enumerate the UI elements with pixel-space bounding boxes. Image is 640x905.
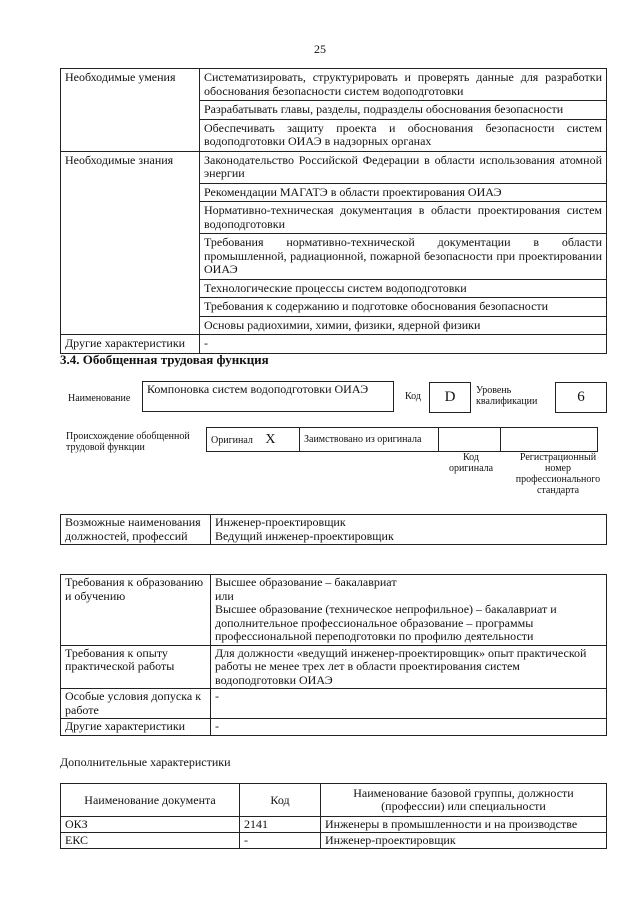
original-cell bbox=[207, 428, 300, 452]
borrowed-cell: Заимствовано из оригинала bbox=[300, 428, 439, 452]
origin-label: Происхождение обобщенной трудовой функции bbox=[66, 431, 190, 453]
level-value-box: 6 bbox=[555, 382, 607, 413]
origin-table bbox=[206, 427, 598, 452]
code-label: Код bbox=[405, 391, 421, 402]
position-item: Ведущий инженер-проектировщик bbox=[215, 528, 394, 543]
original-label: Оригинал bbox=[211, 434, 253, 446]
row-label: Требования к опыту практической работы bbox=[61, 645, 211, 689]
additional-title: Дополнительные характеристики bbox=[60, 755, 231, 769]
additional-table bbox=[60, 783, 607, 849]
function-name-box: Компоновка систем водоподготовки ОИАЭ bbox=[142, 381, 394, 412]
table-cell: Инженер-проектировщик bbox=[321, 833, 607, 849]
requirement-line: Высшее образование – бакалавриат bbox=[215, 575, 397, 589]
row-label: Другие характеристики bbox=[61, 719, 211, 736]
table-cell bbox=[211, 575, 607, 646]
table-row bbox=[61, 645, 607, 689]
table-cell: ОКЗ bbox=[61, 817, 240, 833]
column-header: Наименование базовой группы, должности (профессии) или специальности bbox=[321, 784, 607, 817]
code-value-box: D bbox=[429, 382, 471, 413]
row-label: Требования к образованию и обучению bbox=[61, 575, 211, 646]
table-cell: Разрабатывать главы, разделы, подразделы обоснования безопасности bbox=[200, 101, 607, 120]
table-cell: ЕКС bbox=[61, 833, 240, 849]
section-heading: 3.4. Обобщенная трудовая функция bbox=[60, 352, 269, 367]
positions-table bbox=[60, 514, 607, 545]
row-label: Необходимые знания bbox=[61, 151, 200, 335]
table-cell: Для должности «ведущий инженер-проектировщик» опыт практической работы не менее трех лет в области проектирования систем водоподготовки ОИАЭ bbox=[211, 645, 607, 689]
requirement-line: Высшее образование (техническое непрофильное) – бакалавриат и дополнительное профессиональное образование – программы профессиональной переподготовки по профилю деятельности bbox=[215, 602, 557, 643]
level-label: Уровень квалификации bbox=[476, 385, 538, 407]
table-row bbox=[61, 817, 607, 833]
position-item: Инженер-проектировщик bbox=[215, 515, 346, 529]
table-cell: - bbox=[200, 335, 607, 354]
row-label: Возможные наименования должностей, профессий bbox=[61, 515, 211, 545]
table-cell: Систематизировать, структурировать и проверять данные для разработки обоснования безопасности систем водоподготовки bbox=[200, 69, 607, 101]
skills-knowledge-table bbox=[60, 68, 607, 354]
table-row bbox=[61, 575, 607, 646]
table-cell: - bbox=[211, 689, 607, 719]
table-cell: Рекомендации МАГАТЭ в области проектирования ОИАЭ bbox=[200, 183, 607, 202]
table-header-row bbox=[61, 784, 607, 817]
table-cell: - bbox=[211, 719, 607, 736]
table-row bbox=[61, 515, 607, 545]
table-row bbox=[61, 719, 607, 736]
requirement-line: или bbox=[215, 588, 234, 603]
table-row bbox=[207, 428, 598, 452]
table-cell: 2141 bbox=[240, 817, 321, 833]
reg-number-cell bbox=[501, 428, 598, 452]
row-label: Другие характеристики bbox=[61, 335, 200, 354]
original-mark: X bbox=[265, 431, 276, 447]
table-cell: Нормативно-техническая документация в области проектирования систем водоподготовки bbox=[200, 202, 607, 234]
page-number: 25 bbox=[314, 42, 326, 56]
row-label: Особые условия допуска к работе bbox=[61, 689, 211, 719]
table-cell: Основы радиохимии, химии, физики, ядерной физики bbox=[200, 316, 607, 335]
column-header: Наименование документа bbox=[61, 784, 240, 817]
table-cell: Инженеры в промышленности и на производстве bbox=[321, 817, 607, 833]
table-row bbox=[61, 335, 607, 354]
table-cell: Требования к содержанию и подготовке обоснования безопасности bbox=[200, 298, 607, 317]
table-cell: Законодательство Российской Федерации в области использования атомной энергии bbox=[200, 151, 607, 183]
table-row bbox=[61, 833, 607, 849]
table-row bbox=[61, 69, 607, 101]
name-label: Наименование bbox=[68, 393, 131, 404]
table-row bbox=[61, 689, 607, 719]
origin-code-cell bbox=[439, 428, 501, 452]
table-cell: - bbox=[240, 833, 321, 849]
table-cell: Технологические процессы систем водоподготовки bbox=[200, 279, 607, 298]
table-row bbox=[61, 151, 607, 183]
requirements-table bbox=[60, 574, 607, 736]
origin-code-caption: Код оригинала bbox=[448, 452, 494, 474]
table-cell: Требования нормативно-технической документации в области промышленной, радиационной, пожарной безопасности при проектировании ОИАЭ bbox=[200, 234, 607, 280]
row-label: Необходимые умения bbox=[61, 69, 200, 152]
table-cell: Обеспечивать защиту проекта и обоснования безопасности систем водоподготовки ОИАЭ в надзорных органах bbox=[200, 119, 607, 151]
reg-number-caption: Регистрационный номер профессионального стандарта bbox=[515, 452, 601, 496]
column-header: Код bbox=[240, 784, 321, 817]
table-cell bbox=[211, 515, 607, 545]
